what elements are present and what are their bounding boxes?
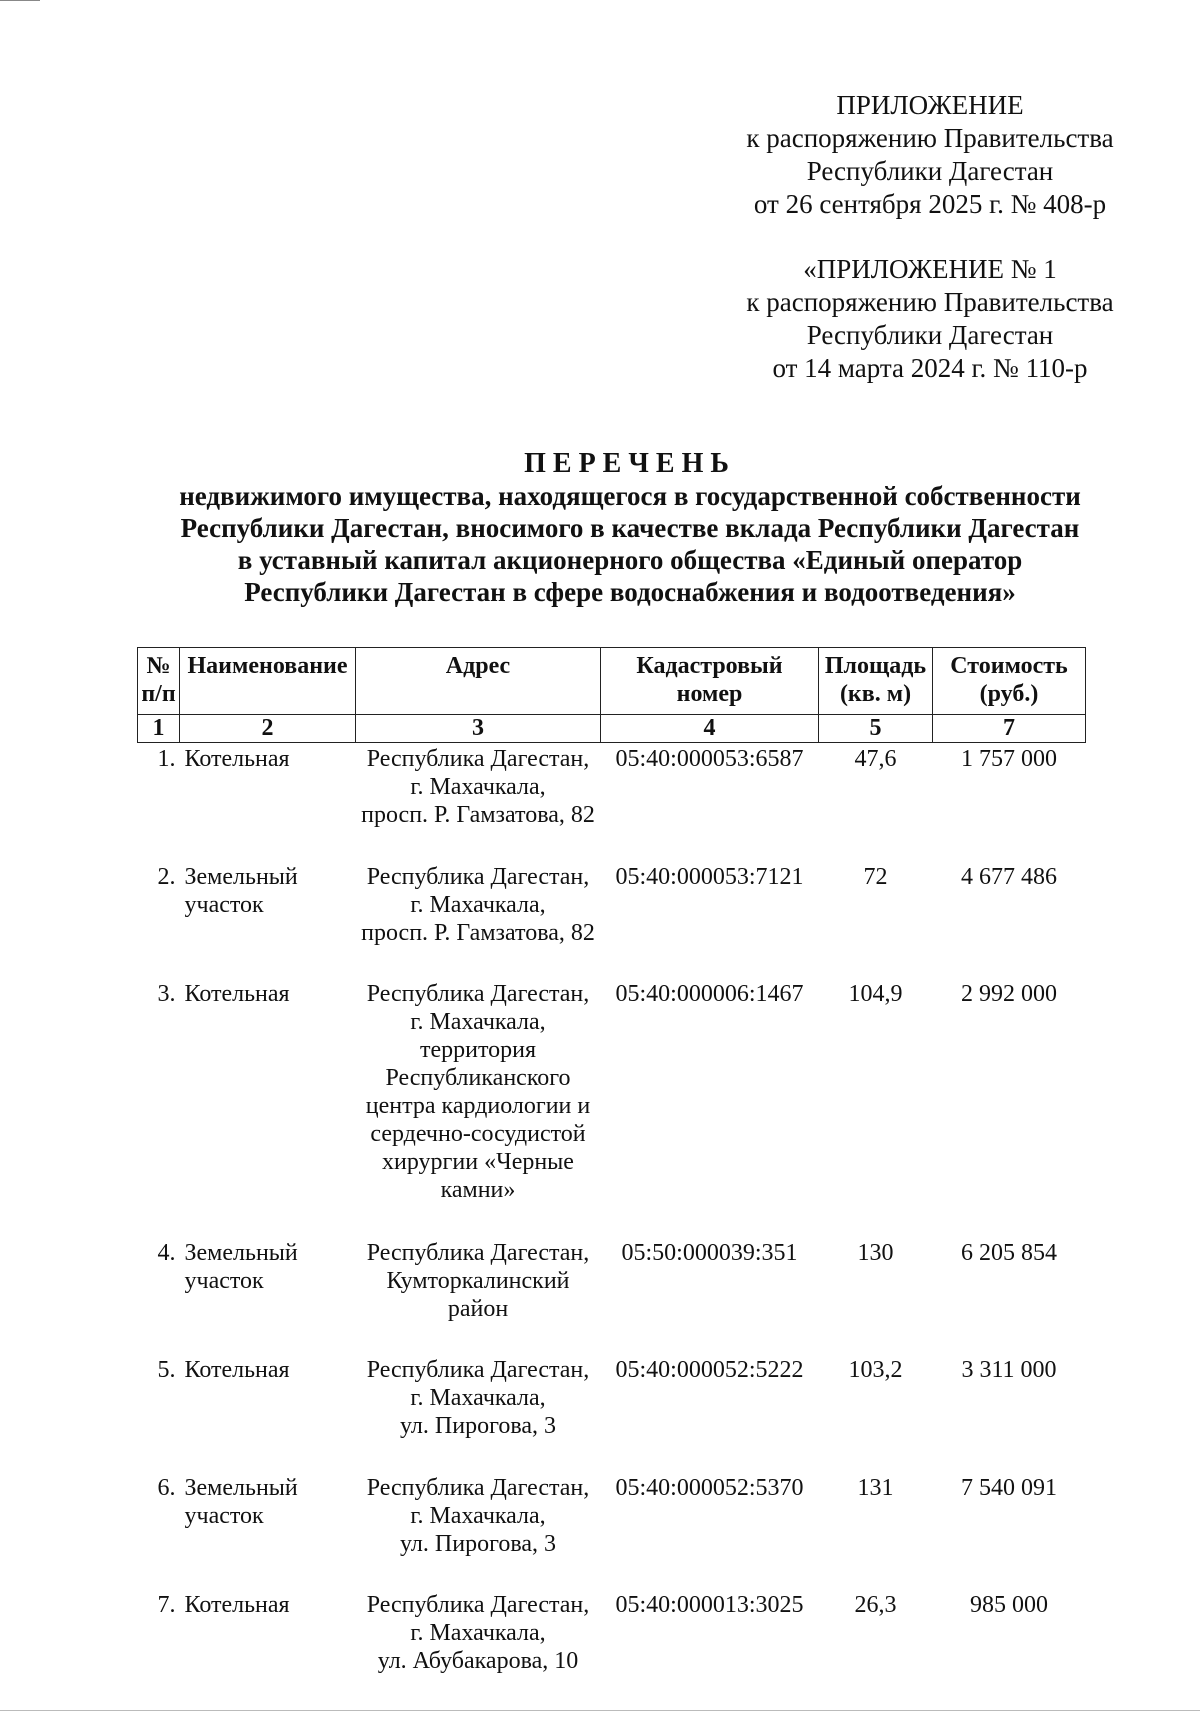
row-name: Земельный участок bbox=[184, 864, 298, 918]
address-line: г. Махачкала, bbox=[410, 1385, 546, 1411]
row-cadastral-number: 05:40:000013:3025 bbox=[615, 1592, 804, 1618]
row-cadastral-number: 05:40:000053:6587 bbox=[615, 746, 804, 772]
row-cost: 6 205 854 bbox=[961, 1240, 1057, 1266]
appendix-line: Республики Дагестан bbox=[806, 156, 1054, 186]
column-number: 4 bbox=[601, 715, 819, 743]
appendix-quoted-header bbox=[700, 253, 1160, 385]
scan-artifact-line bbox=[0, 1710, 1200, 1711]
row-cadastral-number: 05:40:000053:7121 bbox=[615, 864, 804, 890]
appendix-quoted-title: «ПРИЛОЖЕНИЕ № 1 bbox=[803, 254, 1057, 284]
address-line: камни» bbox=[440, 1177, 516, 1203]
row-number: 7. bbox=[157, 1592, 176, 1618]
row-name: Котельная bbox=[184, 981, 290, 1007]
row-number: 2. bbox=[157, 864, 176, 890]
row-area: 72 bbox=[863, 864, 888, 890]
document-title bbox=[90, 448, 1170, 608]
address-line: Республика Дагестан, bbox=[366, 864, 590, 890]
row-number: 5. bbox=[157, 1357, 176, 1383]
row-area: 26,3 bbox=[854, 1592, 897, 1618]
appendix-quoted-line: к распоряжению Правительства bbox=[746, 287, 1114, 317]
row-cadastral-number: 05:50:000039:351 bbox=[621, 1240, 798, 1266]
column-number: 5 bbox=[819, 715, 933, 743]
address-line: Республика Дагестан, bbox=[366, 1592, 590, 1618]
row-area: 104,9 bbox=[848, 981, 903, 1007]
row-area: 130 bbox=[857, 1240, 894, 1266]
address-line: Республиканского bbox=[385, 1065, 571, 1091]
row-address bbox=[356, 1558, 601, 1675]
appendix-line: к распоряжению Правительства bbox=[746, 123, 1114, 153]
row-cost: 2 992 000 bbox=[961, 981, 1057, 1007]
address-line: район bbox=[447, 1296, 509, 1322]
address-line: просп. Р. Гамзатова, 82 bbox=[361, 802, 595, 828]
row-address bbox=[356, 743, 601, 830]
row-area: 47,6 bbox=[854, 746, 897, 772]
row-cadastral-number: 05:40:000052:5222 bbox=[615, 1357, 804, 1383]
row-number: 3. bbox=[157, 981, 176, 1007]
row-cadastral-number: 05:40:000052:5370 bbox=[615, 1475, 804, 1501]
address-line: просп. Р. Гамзатова, 82 bbox=[361, 920, 595, 946]
address-line: г. Махачкала, bbox=[410, 892, 546, 918]
row-address bbox=[356, 1323, 601, 1440]
row-name: Земельный участок bbox=[184, 1475, 298, 1529]
table-body bbox=[138, 743, 1086, 1676]
address-line: ул. Пирогова, 3 bbox=[399, 1531, 556, 1557]
row-address bbox=[356, 829, 601, 947]
row-area: 131 bbox=[857, 1475, 894, 1501]
address-line: территория bbox=[419, 1037, 537, 1063]
header-num: № п/п bbox=[138, 648, 180, 715]
address-line: Республика Дагестан, bbox=[366, 1475, 590, 1501]
row-cost: 985 000 bbox=[970, 1592, 1048, 1618]
address-line: Республика Дагестан, bbox=[366, 1357, 590, 1383]
appendix-quoted-line: Республики Дагестан bbox=[806, 320, 1054, 350]
row-cost: 7 540 091 bbox=[961, 1475, 1057, 1501]
column-number: 3 bbox=[356, 715, 601, 743]
address-line: сердечно-сосудистой bbox=[370, 1121, 586, 1147]
column-number: 1 bbox=[138, 715, 180, 743]
address-line: ул. Абубакарова, 10 bbox=[377, 1648, 579, 1674]
title-line: в уставный капитал акционерного общества «Единый оператор bbox=[237, 545, 1023, 575]
row-area: 103,2 bbox=[848, 1357, 903, 1383]
header-address: Адрес bbox=[356, 648, 601, 715]
appendix-date: от 26 сентября 2025 г. № 408-р bbox=[753, 189, 1107, 219]
table-row bbox=[138, 1440, 1086, 1558]
header-cadastral: Кадастровый номер bbox=[601, 648, 819, 715]
address-line: г. Махачкала, bbox=[410, 1009, 546, 1035]
appendix-title: ПРИЛОЖЕНИЕ bbox=[836, 90, 1024, 120]
column-number: 7 bbox=[933, 715, 1086, 743]
row-cadastral-number: 05:40:000006:1467 bbox=[615, 981, 804, 1007]
header-area: Площадь (кв. м) bbox=[819, 648, 933, 715]
row-cost: 3 311 000 bbox=[961, 1357, 1057, 1383]
header-cost: Стоимость (руб.) bbox=[933, 648, 1086, 715]
row-address bbox=[356, 1440, 601, 1558]
header-name: Наименование bbox=[180, 648, 356, 715]
row-name: Котельная bbox=[184, 1592, 290, 1618]
address-line: г. Махачкала, bbox=[410, 1503, 546, 1529]
address-line: г. Махачкала, bbox=[410, 774, 546, 800]
address-line: Республика Дагестан, bbox=[366, 1240, 590, 1266]
table-row bbox=[138, 947, 1086, 1204]
table-row bbox=[138, 1323, 1086, 1440]
address-line: г. Махачкала, bbox=[410, 1620, 546, 1646]
appendix-quoted-date: от 14 марта 2024 г. № 110-р bbox=[772, 353, 1088, 383]
appendix-header bbox=[700, 89, 1160, 221]
table-row bbox=[138, 1558, 1086, 1675]
row-name: Земельный участок bbox=[184, 1240, 298, 1294]
title-line: недвижимого имущества, находящегося в государственной собственности bbox=[179, 481, 1081, 511]
scan-artifact-line bbox=[0, 0, 40, 1]
row-address bbox=[356, 947, 601, 1204]
address-line: хирургии «Черные bbox=[382, 1149, 574, 1175]
property-table bbox=[137, 647, 1086, 1675]
row-name: Котельная bbox=[184, 746, 290, 772]
table-row bbox=[138, 743, 1086, 830]
row-number: 4. bbox=[157, 1240, 176, 1266]
address-line: Кумторкалинский bbox=[386, 1268, 570, 1294]
table-header-row bbox=[138, 648, 1086, 715]
table-row bbox=[138, 1204, 1086, 1323]
title-line: Республики Дагестан в сфере водоснабжения и водоотведения» bbox=[244, 577, 1016, 607]
address-line: Республика Дагестан, bbox=[366, 746, 590, 772]
row-name: Котельная bbox=[184, 1357, 290, 1383]
row-number: 6. bbox=[157, 1475, 176, 1501]
address-line: Республика Дагестан, bbox=[366, 981, 590, 1007]
row-address bbox=[356, 1204, 601, 1323]
title-main: ПЕРЕЧЕНЬ bbox=[524, 448, 736, 479]
row-number: 1. bbox=[157, 746, 176, 772]
title-line: Республики Дагестан, вносимого в качестве вклада Республики Дагестан bbox=[180, 513, 1080, 543]
column-number-row bbox=[138, 715, 1086, 743]
address-line: центра кардиологии и bbox=[365, 1093, 591, 1119]
row-cost: 1 757 000 bbox=[961, 746, 1057, 772]
row-cost: 4 677 486 bbox=[961, 864, 1057, 890]
table-row bbox=[138, 829, 1086, 947]
address-line: ул. Пирогова, 3 bbox=[399, 1413, 556, 1439]
column-number: 2 bbox=[180, 715, 356, 743]
